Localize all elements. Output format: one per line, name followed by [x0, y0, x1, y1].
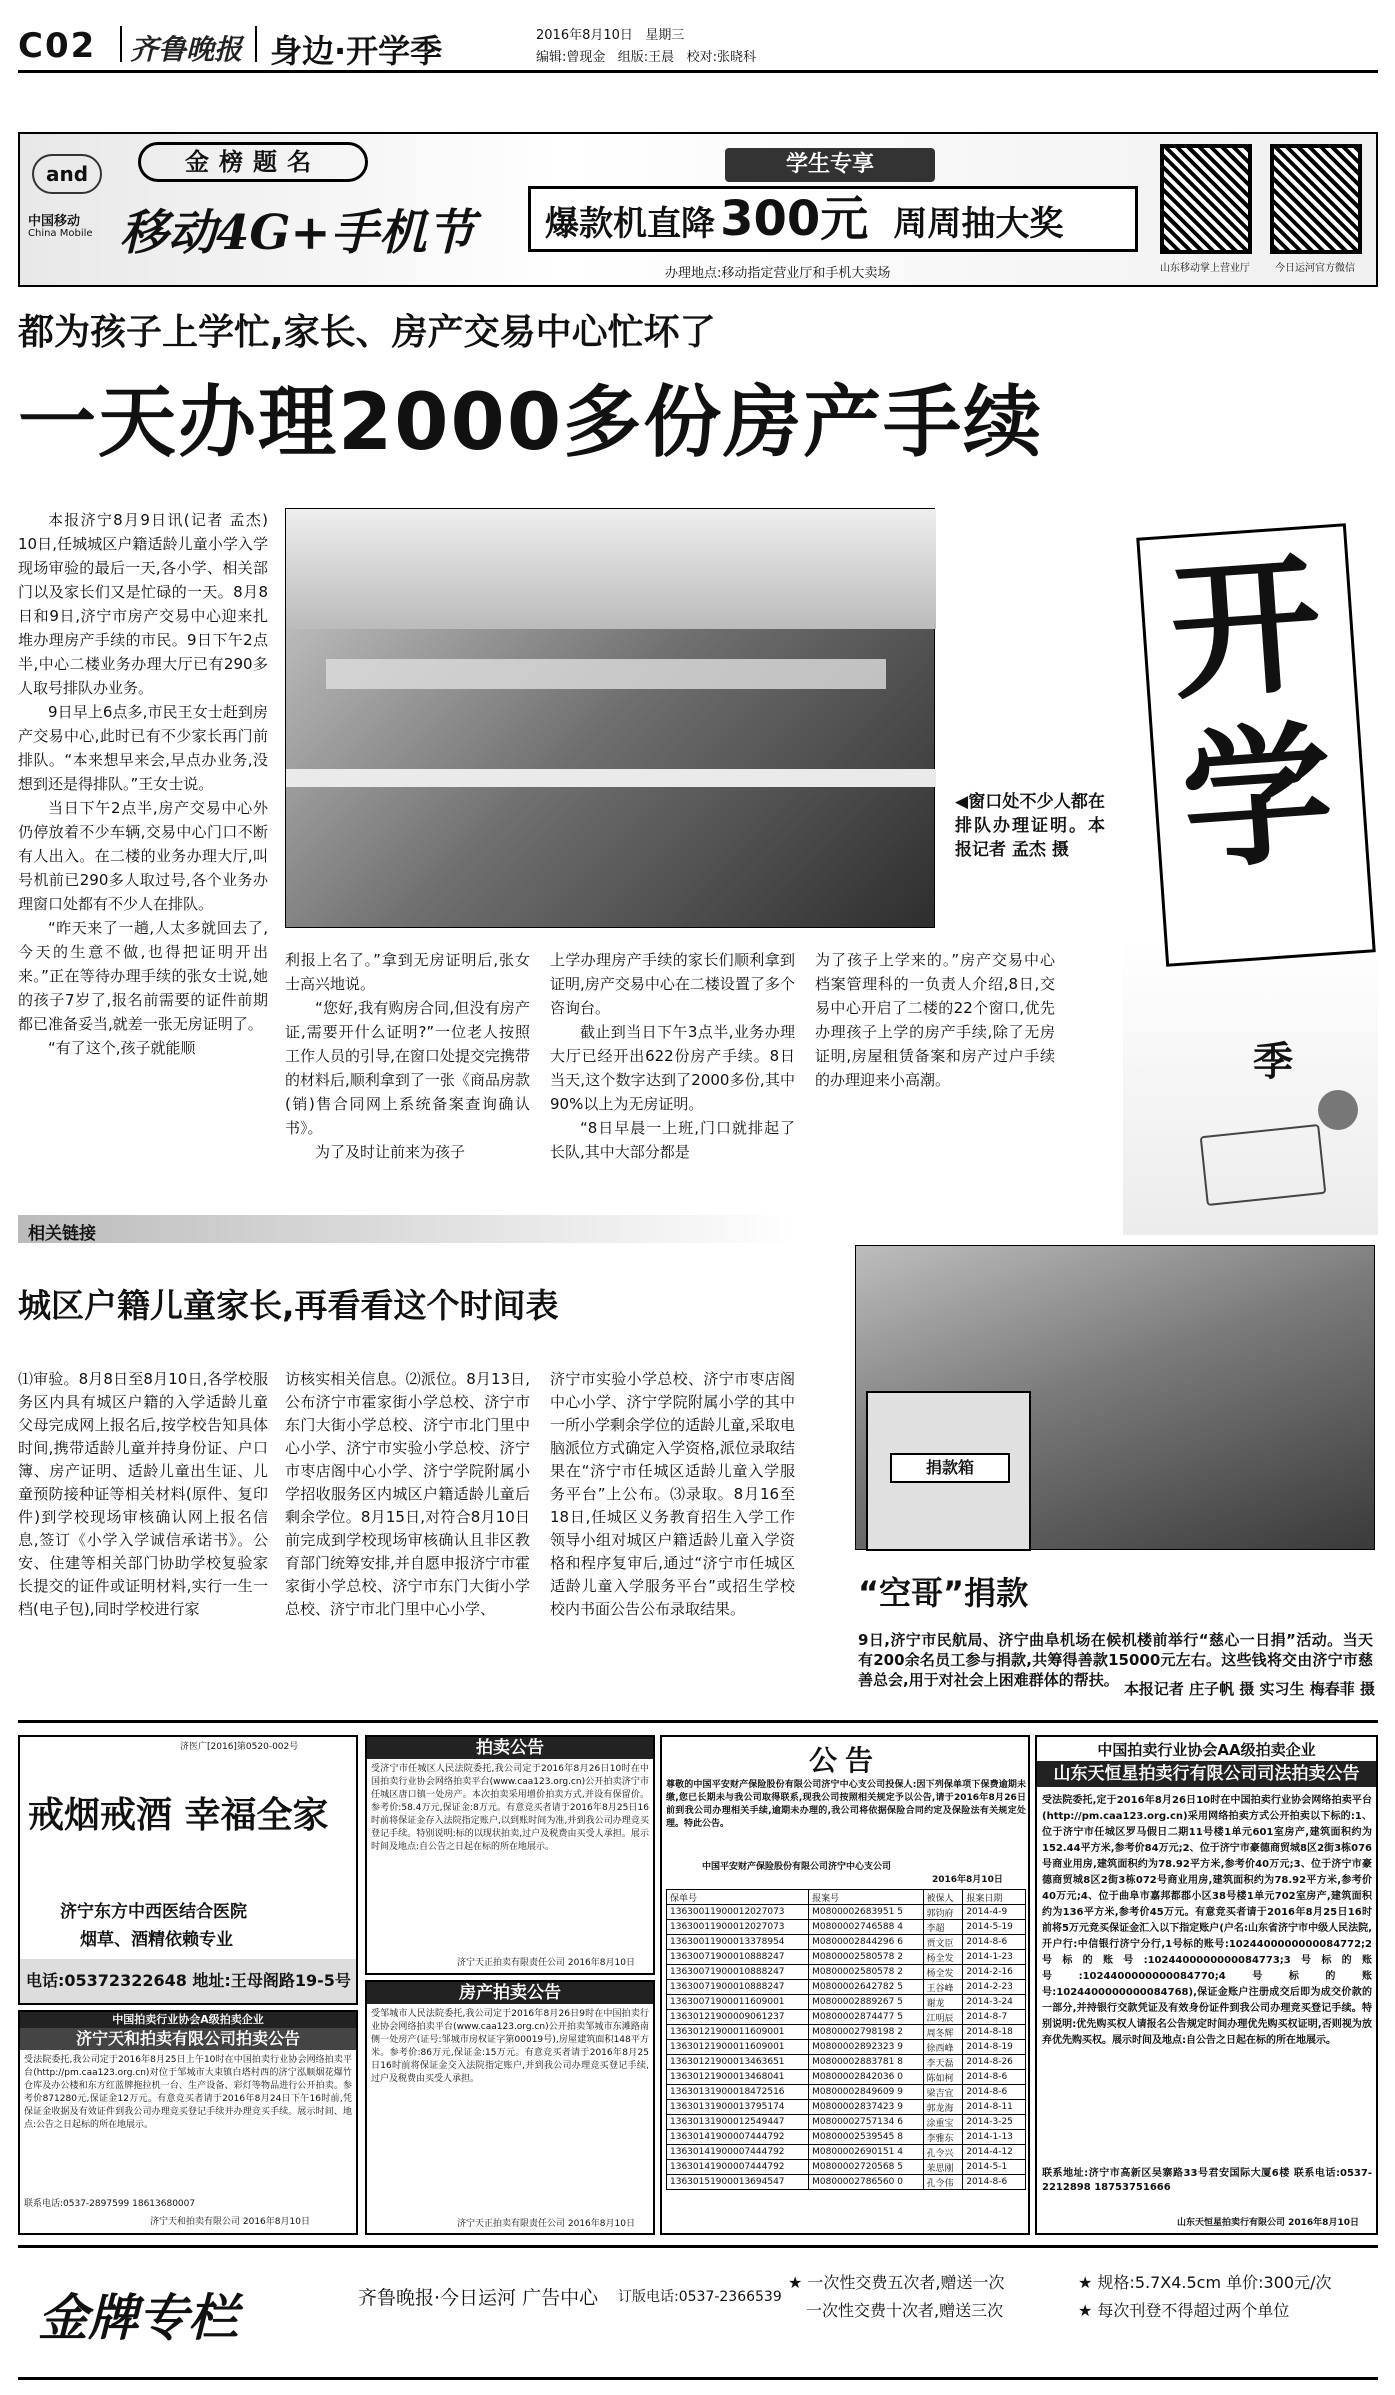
table-cell: 13630121900013468041: [667, 2070, 809, 2085]
newspaper-logo: 齐鲁晚报: [130, 33, 243, 66]
table-cell: 李超: [923, 1920, 963, 1935]
table-cell: 2014-3-25: [963, 2115, 1026, 2130]
table-cell: 13630121900011609001: [667, 2040, 809, 2055]
side-char: 学: [1176, 704, 1339, 892]
table-cell: 2014-2-23: [963, 1980, 1026, 1995]
ad-date: 2016年8月10日: [932, 1875, 1003, 1885]
table-cell: M0800002746588 4: [809, 1920, 923, 1935]
header-divider: [120, 26, 122, 62]
table-cell: 涂重宝: [923, 2115, 963, 2130]
paragraph: 截止到当日下午3点半,业务办理大厅已经开出622份房产手续。8日当天,这个数字达到了2000多份,其中90%以上为无房证明。: [550, 1023, 795, 1113]
table-cell: 13630121900009061237: [667, 2010, 809, 2025]
photo-caption: ◀窗口处不少人都在排队办理证明。本报记者 孟杰 摄: [955, 792, 1105, 860]
table-cell: 2014-8-6: [963, 2175, 1026, 2190]
table-cell: 郭龙海: [923, 2100, 963, 2115]
school-board: [1136, 523, 1375, 967]
ad-title: 拍卖公告: [367, 1737, 653, 1759]
table-cell: 郭钧府: [923, 1905, 963, 1920]
paragraph: 利报上名了。”拿到无房证明后,张女士高兴地说。: [285, 951, 530, 993]
table-cell: M0800002642782 5: [809, 1980, 923, 1995]
ad-contact: 联系电话:0537-2897599 18613680007: [24, 2199, 196, 2209]
footer-phone: 订版电话:0537-2366539: [618, 2289, 782, 2305]
table-cell: 13630141900007444792: [667, 2130, 809, 2145]
table-cell: 2014-5-1: [963, 2160, 1026, 2175]
ad-hospital-name: 济宁东方中西医结合医院: [60, 1902, 247, 1922]
table-cell: 2014-8-18: [963, 2025, 1026, 2040]
photo-queue-at-counter: [285, 508, 935, 928]
table-cell: M0800002874477 5: [809, 2010, 923, 2025]
side-char: 开: [1164, 535, 1327, 722]
table-cell: M0800002889267 5: [809, 1995, 923, 2010]
donation-box: [866, 1391, 1031, 1551]
table-row: [667, 1965, 1026, 1980]
table-cell: 2014-4-12: [963, 2145, 1026, 2160]
footer-spec: ★ 规格:5.7X4.5cm 单价:300元/次: [1078, 2273, 1332, 2292]
back-to-school-decor: [1123, 490, 1378, 1235]
table-row: [667, 1950, 1026, 1965]
brand-name: 中国移动: [28, 214, 81, 229]
table-cell: M0800002844296 6: [809, 1935, 923, 1950]
table-header-row: [667, 1890, 1026, 1905]
table-row: [667, 2055, 1026, 2070]
qr-code-icon: [1160, 144, 1252, 254]
table-row: [667, 2130, 1026, 2145]
side-char: 季: [1253, 1038, 1293, 1085]
table-cell: M0800002580578 2: [809, 1950, 923, 1965]
table-cell: 周冬辉: [923, 2025, 963, 2040]
table-cell: 江明辰: [923, 2010, 963, 2025]
table-cell: 13630131900012549447: [667, 2115, 809, 2130]
table-cell: 梁吉宜: [923, 2085, 963, 2100]
headline-kicker: 都为孩子上学忙,家长、房产交易中心忙坏了: [18, 312, 716, 353]
footer-offer: 一次性交费十次者,赠送三次: [806, 2301, 1004, 2320]
paragraph: 本报济宁8月9日讯(记者 孟杰) 10日,任城城区户籍适龄儿童小学入学现场审验的最后一天,各小学、相关部门以及家长们又是忙碌的一天。8月8日和9日,济宁市房产交易中心迎来扎堆办理房产手续的市民。9日下午2点半,中心二楼业务办理大厅已有290多人取号排队办业务。: [18, 511, 268, 697]
ad-specialty: 烟草、酒精依赖专业: [80, 1930, 233, 1950]
table-cell: 13630121900011609001: [667, 2025, 809, 2040]
ads-divider: [18, 1720, 1378, 1723]
paragraph: 为了孩子上学来的。”房产交易中心档案管理科的一负责人介绍,8日,交易中心开启了二楼的22个窗口,优先办理孩子上学的房产手续,除了无房证明,房屋租赁备案和房产过户手续的办理迎来小高潮。: [815, 951, 1055, 1089]
page-number: C02: [18, 26, 97, 66]
qr-label: 山东移动掌上营业厅: [1160, 263, 1250, 274]
hospital-ad: [18, 1735, 358, 2005]
table-cell: 谢龙: [923, 1995, 963, 2010]
ad-body: 受法院委托,我公司定于2016年8月25日上午10时在中国拍卖行业协会网络拍卖平台(http://pm.caa123.org.cn)对位于邹城市大束镇白塔村西的济宁泓顺烟花爆竹仓库及办公楼和东方红蓝牌拖拉机一台、生产设备、彩灯等物品进行公开拍卖。参考价871280元,保证金12万元。有意竞买者请于2016年8月24日下午16时前,凭保证金收据及有效证件到我公司办理竞买登记手续并办理竞买手续。展示时间、地点:公告之日起标的所在地展示。: [24, 2055, 352, 2130]
table-cell: 2014-8-6: [963, 2085, 1026, 2100]
table-cell: 13630071900010888247: [667, 1950, 809, 1965]
ad-body: 受法院委托,定于2016年8月26日10时在中国拍卖行业协会网络拍卖平台(http://pm.caa123.org.cn)采用网络拍卖方式公开拍卖以下标的:1、位于济宁市任城区罗马假日二期11号楼1单元601室房产,建筑面积约为152.44平方米,参考价84万元;2、位于济宁市豪德商贸城8区2街3栋076号商业用房,建筑面积约为78.92平方米,参考价40万元;3、位于济宁市豪德商贸城8区2街3栋072号商业用房,建筑面积约为78.92平方米,参考价40万元;4、位于曲阜市嘉邦都郡小区38号楼1单元702室房产,建筑面积约为136平方米,参考价45万元。有意竞买者请于2016年8月25日16时前将5万元竞买保证金汇入以下指定账户(户名:山东省济宁市中级人民法院,开户行:中信银行济宁分行,1号标的账号:1024400000000084772;2号标的账号:1024400000000084773;3号标的账号:1024400000000084770;4号标的账号:1024400000000084768),保证金账户注册成交后即为成交价款的一部分,并持银行交款凭证及有效身份证件到我公司办理竞买登记手续。特别说明:优先购买权人请报名公告规定时间办理优先购买权证明,否则视为放弃优先购买权。展示时间及地点:自公告之日起在标的所在地展示。: [1042, 1795, 1372, 2046]
table-cell: 13630151900013694547: [667, 2175, 809, 2190]
china-mobile-logo: and: [32, 154, 102, 194]
table-row: [667, 2100, 1026, 2115]
table-cell: M0800002757134 6: [809, 2115, 923, 2130]
paragraph: “8日早晨一上班,门口就排起了长队,其中大部分都是: [550, 1119, 795, 1161]
related-column-3: 济宁市实验小学总校、济宁市枣店阁中心小学、济宁学院附属小学的其中一所小学剩余学位的适龄儿童,采取电脑派位方式确定入学资格,派位录取结果在“济宁市任城区适龄儿童入学服务平台”上公布。⑶录取。8月16至18日,任城区义务教育招生入学工作领导小组对城区户籍适龄儿童入学资格和程序复审后,通过“济宁市任城区适龄儿童入学服务平台”或招生学校校内书面公告公布录取结果。: [550, 1370, 795, 1618]
table-cell: 13630131900013795174: [667, 2100, 809, 2115]
table-cell: 13630011900012027073: [667, 1905, 809, 1920]
ad-title: 济宁天和拍卖有限公司拍卖公告: [20, 2028, 356, 2050]
table-cell: M0800002883781 8: [809, 2055, 923, 2070]
table-cell: 13630071900011609001: [667, 1995, 809, 2010]
table-row: [667, 2070, 1026, 2085]
table-cell: 13630011900012027073: [667, 1920, 809, 1935]
table-row: [667, 1980, 1026, 1995]
table-cell: 孔令伟: [923, 2175, 963, 2190]
ad-permit: 济医广[2016]第0520-002号: [180, 1742, 299, 1752]
table-cell: 13630141900007444792: [667, 2160, 809, 2175]
article-column-2: [285, 948, 530, 1224]
ad-title: 房产拍卖公告: [367, 1982, 653, 2004]
paragraph: 9日早上6点多,市民王女士赶到房产交易中心,此时已有不少家长再门前排队。“本来想早来会,早点办业务,没想到还是得排队。”王女士说。: [18, 703, 268, 793]
ad-body: 尊敬的中国平安财产保险股份有限公司济宁中心支公司投保人:因下列保单项下保费逾期未缴,您已长期未与我公司取得联系,现我公司按照相关规定予以公告,请于2016年8月26日前到我公司办理相关手续,逾期未办理的,我公司将依据保险合同约定及保险法有关规定处理。特此公告。: [666, 1780, 1026, 1829]
ad-date: 济宁天正拍卖有限责任公司 2016年8月10日: [457, 2219, 635, 2229]
table-cell: M0800002837423 9: [809, 2100, 923, 2115]
table-header: 报案日期: [963, 1890, 1026, 1905]
table-cell: 2014-1-23: [963, 1950, 1026, 1965]
paragraph: 当日下午2点半,房产交易中心外仍停放着不少车辆,交易中心门口不断有人出入。在二楼的业务办理大厅,叫号机前已290多人取过号,各个业务办理窗口处都有不少人在排队。: [18, 799, 268, 913]
table-cell: 2014-8-26: [963, 2055, 1026, 2070]
apple-icon: [1318, 1090, 1358, 1130]
table-cell: M0800002683951 5: [809, 1905, 923, 1920]
table-cell: 2014-8-7: [963, 2010, 1026, 2025]
table-row: [667, 2085, 1026, 2100]
related-title: 城区户籍儿童家长,再看看这个时间表: [18, 1286, 559, 1325]
table-cell: 杨全发: [923, 1950, 963, 1965]
table-cell: M0800002842036 0: [809, 2070, 923, 2085]
editorial-credits: 编辑:曾现金 组版:王晨 校对:张晓科: [536, 50, 756, 65]
table-cell: 徐西峰: [923, 2040, 963, 2055]
table-cell: M0800002580578 2: [809, 1965, 923, 1980]
student-badge: 学生专享: [725, 148, 935, 182]
related-link-bar: [18, 1215, 798, 1243]
table-cell: 2014-8-11: [963, 2100, 1026, 2115]
header-rule: [18, 70, 1378, 73]
mobile-banner-ad: [18, 132, 1378, 287]
headline-title: 一天办理2000多份房产手续: [18, 378, 1044, 468]
section-title: 身边·开学季: [270, 32, 443, 70]
ad-body: 受邹城市人民法院委托,我公司定于2016年8月26日9时在中国拍卖行业协会网络拍卖平台(www.caa123.org.cn)公开拍卖邹城市东滩路南侧一处房产(证号:邹城市房权证字第00019号),房屋建筑面积148平方米。参考价:86万元,保证金:15万元。有意竞买者请于2016年8月25日16时前将保证金交入法院指定账户,并到我公司办理竞买登记手续,过户及税费由买受人承担。: [371, 2009, 649, 2084]
footer-offer: ★ 一次性交费五次者,赠送一次: [788, 2273, 1005, 2292]
table-header: 保单号: [667, 1890, 809, 1905]
table-header: 报案号: [809, 1890, 923, 1905]
table-row: [667, 1920, 1026, 1935]
table-cell: M0800002786560 0: [809, 2175, 923, 2190]
table-cell: 13630141900007444792: [667, 2145, 809, 2160]
table-cell: 2014-8-6: [963, 2070, 1026, 2085]
banner-slogan: 移动4G+手机节: [120, 205, 475, 261]
tianxing-auction-ad: [1035, 1735, 1378, 2235]
table-cell: 杨全发: [923, 1965, 963, 1980]
paragraph: “有了这个,孩子就能顺: [48, 1039, 196, 1057]
donation-box-label: 捐款箱: [890, 1453, 1010, 1483]
article-column-3: [550, 948, 795, 1224]
table-cell: M0800002690151 4: [809, 2145, 923, 2160]
table-cell: 2014-4-9: [963, 1905, 1026, 1920]
ad-slogan: 戒烟戒酒 幸福全家: [28, 1795, 329, 1836]
table-row: [667, 2115, 1026, 2130]
table-row: [667, 1995, 1026, 2010]
table-cell: M0800002849609 9: [809, 2085, 923, 2100]
table-cell: M0800002720568 5: [809, 2160, 923, 2175]
table-cell: 陈如柯: [923, 2070, 963, 2085]
ad-title: 公告: [808, 1744, 881, 1777]
table-cell: 李雅东: [923, 2130, 963, 2145]
ad-title: 山东天恒星拍卖行有限公司司法拍卖公告: [1037, 1761, 1376, 1787]
auction-notice-2: [365, 1980, 655, 2235]
table-cell: M0800002539545 8: [809, 2130, 923, 2145]
table-cell: 孔令兴: [923, 2145, 963, 2160]
qr-label: 今日运河官方微信: [1275, 263, 1355, 274]
table-cell: 2014-2-16: [963, 1965, 1026, 1980]
tianhe-auction-ad: [18, 2010, 358, 2235]
qr-code-icon: [1270, 144, 1362, 254]
ad-company: 中国平安财产保险股份有限公司济宁中心支公司: [702, 1862, 892, 1872]
auction-notice-1: [365, 1735, 655, 1975]
books-icon: [1200, 1124, 1327, 1206]
ad-date: 济宁天正拍卖有限责任公司 2016年8月10日: [457, 1958, 635, 1968]
table-row: [667, 2175, 1026, 2190]
table-row: [667, 2025, 1026, 2040]
ad-body: 受济宁市任城区人民法院委托,我公司定于2016年8月26日10时在中国拍卖行业协会网络拍卖平台(www.caa123.org.cn)公开拍卖济宁市任城区唐口镇一处房产。本次拍卖采用增价拍卖方式,并设有保留价。参考价:58.4万元,保证金:8万元。有意竞买者请于2016年8月25日16时前将保证金存入法院指定账户,以到账时间为准,并到我公司办理竞买登记手续。特别说明:标的以现状拍卖,过户及税费由买受人承担。展示时间及地点:自公告之日起在标的所在地展示。: [371, 1764, 649, 1852]
brand-name-en: China Mobile: [28, 228, 93, 239]
donation-title: “空哥”捐款: [858, 1574, 1029, 1612]
table-cell: 13630121900013463651: [667, 2055, 809, 2070]
table-header: 被保人: [923, 1890, 963, 1905]
table-row: [667, 1905, 1026, 1920]
banner-tag: 金榜题名: [138, 142, 368, 182]
paragraph: “您好,我有购房合同,但没有房产证,需要开什么证明?”一位老人按照工作人员的引导,在窗口处提交完携带的材料后,顺利拿到了一张《商品房款(销)售合同网上系统备案查询确认书》。: [285, 999, 530, 1137]
paragraph: 上学办理房产手续的家长们顺利拿到证明,房产交易中心在二楼设置了多个咨询台。: [550, 951, 795, 1017]
ad-date: 山东天恒星拍卖行有限公司 2016年8月10日: [1177, 2218, 1359, 2228]
related-link-tag: 相关链接: [28, 1224, 96, 1244]
issue-date: 2016年8月10日 星期三: [536, 28, 685, 43]
related-column-1: ⑴审验。8月8日至8月10日,各学校服务区内具有城区户籍的入学适龄儿童父母完成网上报名后,按学校告知具体时间,携带适龄儿童并持身份证、户口簿、房产证明、适龄儿童出生证、儿童预防接种证等相关材料(原件、复印件)到学校现场审核确认网上报名信息,签订《小学入学诚信承诺书》。公安、住建等相关部门协助学校复验家长提交的证件或证明材料,实行一生一档(电子包),同时学校进行家: [18, 1370, 268, 1618]
table-cell: M0800002798198 2: [809, 2025, 923, 2040]
photo-donation: [855, 1245, 1375, 1550]
table-cell: 13630131900018472516: [667, 2085, 809, 2100]
footer-spec: ★ 每次刊登不得超过两个单位: [1078, 2301, 1290, 2320]
table-row: [667, 1935, 1026, 1950]
table-row: [667, 2010, 1026, 2025]
table-cell: 李天磊: [923, 2055, 963, 2070]
table-cell: 13630071900010888247: [667, 1980, 809, 1995]
header-divider: [255, 26, 257, 62]
donation-credit: 本报记者 庄子帆 摄 实习生 梅春菲 摄: [1123, 1680, 1375, 1698]
footer-column-title: 金牌专栏: [38, 2288, 238, 2347]
table-cell: 2014-8-6: [963, 1935, 1026, 1950]
table-cell: 茉思刚: [923, 2160, 963, 2175]
ad-subtitle: 中国拍卖行业协会AA级拍卖企业: [1097, 1741, 1316, 1759]
table-cell: M0800002892323 9: [809, 2040, 923, 2055]
paragraph: “昨天来了一趟,人太多就回去了,今天的生意不做,也得把证明开出来。”正在等待办理手续的张女士说,她的孩子7岁了,报名前需要的证件前期都已准备妥当,就差一张无房证明了。: [18, 919, 268, 1033]
table-cell: 2014-3-24: [963, 1995, 1026, 2010]
ad-date: 济宁天和拍卖有限公司 2016年8月10日: [150, 2217, 310, 2227]
ad-phone: 电话:05372322648 地址:王母阁路19-5号: [20, 1959, 356, 2003]
table-cell: 2014-5-19: [963, 1920, 1026, 1935]
footer-publisher: 齐鲁晚报·今日运河 广告中心: [358, 2287, 599, 2309]
article-column-4: [815, 948, 1055, 1224]
table-cell: 2014-1-13: [963, 2130, 1026, 2145]
table-cell: 王谷峰: [923, 1980, 963, 1995]
article-column-1: [18, 508, 268, 1224]
footer-ad-bar: [18, 2245, 1378, 2380]
ad-subtitle: 中国拍卖行业协会A级拍卖企业: [20, 2012, 356, 2028]
table-cell: 13630071900010888247: [667, 1965, 809, 1980]
table-cell: 贾文臣: [923, 1935, 963, 1950]
policy-table: [666, 1889, 1026, 2190]
offer-location: 办理地点:移动指定营业厅和手机大卖场: [665, 266, 891, 281]
insurance-notice: [660, 1735, 1030, 2235]
related-column-2: 访核实相关信息。⑵派位。8月13日,公布济宁市霍家街小学总校、济宁市东门大街小学总校、济宁市北门里中心小学、济宁市实验小学总校、济宁市枣店阁中心小学、济宁学院附属小学招收服务区内城区户籍适龄儿童后剩余学位。8月15日,对符合8月10日前完成到学校现场审核确认且非区教育部门统筹安排,并自愿申报济宁市霍家街小学总校、济宁市东门大街小学总校、济宁市北门里中心小学、: [285, 1370, 530, 1618]
paragraph: 为了及时让前来为孩子: [315, 1143, 466, 1161]
table-cell: 13630011900013378954: [667, 1935, 809, 1950]
table-cell: 2014-8-19: [963, 2040, 1026, 2055]
table-row: [667, 2040, 1026, 2055]
donation-caption: 9日,济宁市民航局、济宁曲阜机场在候机楼前举行“慈心一日捐”活动。当天有200余名员工参与捐款,共筹得善款15000元左右。这些钱将交由济宁市慈善总会,用于对社会上困难群体的帮扶。: [858, 1631, 1373, 1689]
offer-box: 爆款机直降 300元 周周抽大奖: [528, 186, 1138, 252]
ad-contact: 联系地址:济宁市高新区吴寨路33号君安国际大厦6楼 联系电话:0537-2212898 18753751666: [1042, 2168, 1372, 2193]
table-row: [667, 2145, 1026, 2160]
table-row: [667, 2160, 1026, 2175]
